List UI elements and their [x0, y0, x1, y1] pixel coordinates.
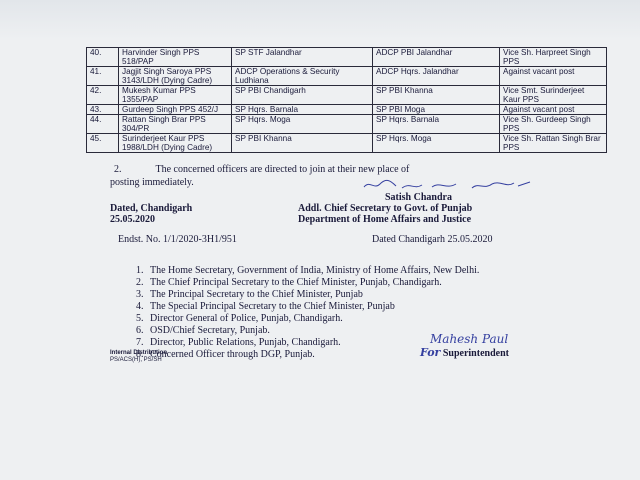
present-posting-cell: SP STF Jalandhar [232, 48, 373, 67]
signatory-name: Satish Chandra [385, 192, 452, 203]
remarks-cell: Vice Smt. Surinderjeet Kaur PPS [500, 86, 607, 105]
acs-signature-icon [362, 178, 534, 192]
serial-no-cell: 41. [87, 67, 119, 86]
serial-no-cell: 45. [87, 134, 119, 153]
page-fold-shadow [0, 0, 640, 40]
distribution-item: 1. The Home Secretary, Government of India, Ministry of Home Affairs, New Delhi. [146, 265, 566, 277]
order-date: 25.05.2020 [110, 214, 155, 225]
endorsement-date: Dated Chandigarh 25.05.2020 [372, 234, 493, 245]
internal-distribution-title: Internal Distribution [110, 350, 167, 356]
para-2-line-2: posting immediately. [110, 177, 194, 188]
distribution-item: 3. The Principal Secretary to the Chief Minister, Punjab [146, 289, 566, 301]
new-posting-cell: ADCP PBI Jalandhar [373, 48, 500, 67]
para-2 [100, 164, 409, 175]
para-2-line-1: The concerned officers are directed to join at their new place of [155, 164, 410, 175]
serial-no-cell: 44. [87, 115, 119, 134]
distribution-item: 7. Director, Public Relations, Punjab, Chandigarh. [146, 337, 566, 349]
for-prefix: For [420, 346, 441, 359]
new-posting-cell: SP PBI Khanna [373, 86, 500, 105]
para-2-number: 2. [114, 164, 122, 175]
table-row [87, 115, 607, 134]
endorsement-number: Endst. No. 1/1/2020-3H1/951 [118, 234, 237, 245]
table-row [87, 134, 607, 153]
serial-no-cell: 43. [87, 105, 119, 115]
posting-table [86, 47, 607, 153]
dated-chandigarh: Dated, Chandigarh [110, 203, 193, 214]
signatory-department: Department of Home Affairs and Justice [298, 214, 472, 225]
remarks-cell: Against vacant post [500, 67, 607, 86]
signatory-title: Addl. Chief Secretary to Govt. of Punjab [298, 203, 473, 214]
officer-name-cell: Harvinder Singh PPS 518/PAP [119, 48, 232, 67]
table-row [87, 67, 607, 86]
serial-no-cell: 42. [87, 86, 119, 105]
officer-name-cell: Gurdeep Singh PPS 452/J [119, 105, 232, 115]
table-row [87, 86, 607, 105]
remarks-cell: Vice Sh. Gurdeep Singh PPS [500, 115, 607, 134]
distribution-item: 2. The Chief Principal Secretary to the Chief Minister, Punjab, Chandigarh. [146, 277, 566, 289]
new-posting-cell: SP PBI Moga [373, 105, 500, 115]
present-posting-cell: SP PBI Chandigarh [232, 86, 373, 105]
distribution-item: 4. The Special Principal Secretary to the Chief Minister, Punjab [146, 301, 566, 313]
distribution-item: 8. Concerned Officer through DGP, Punjab. [146, 349, 566, 361]
officer-name-cell: Jagjit Singh Saroya PPS 3143/LDH (Dying Cadre) [119, 67, 232, 86]
present-posting-cell: ADCP Operations & Security Ludhiana [232, 67, 373, 86]
present-posting-cell: SP Hqrs. Moga [232, 115, 373, 134]
superintendent-block [420, 346, 509, 359]
remarks-cell: Vice Sh. Rattan Singh Brar PPS [500, 134, 607, 153]
superintendent-signature: Mahesh Paul [430, 332, 509, 346]
officer-name-cell: Surinderjeet Kaur PPS 1988/LDH (Dying Cadre) [119, 134, 232, 153]
new-posting-cell: ADCP Hqrs. Jalandhar [373, 67, 500, 86]
new-posting-cell: SP Hqrs. Barnala [373, 115, 500, 134]
present-posting-cell: SP Hqrs. Barnala [232, 105, 373, 115]
table-row [87, 48, 607, 67]
officer-name-cell: Mukesh Kumar PPS 1355/PAP [119, 86, 232, 105]
distribution-item: 6. OSD/Chief Secretary, Punjab. [146, 325, 566, 337]
table-row [87, 105, 607, 115]
officer-name-cell: Rattan Singh Brar PPS 304/PR [119, 115, 232, 134]
remarks-cell: Against vacant post [500, 105, 607, 115]
remarks-cell: Vice Sh. Harpreet Singh PPS [500, 48, 607, 67]
present-posting-cell: SP PBI Khanna [232, 134, 373, 153]
new-posting-cell: SP Hqrs. Moga [373, 134, 500, 153]
internal-distribution-lines: PS/ACS(H), PS/SH [110, 357, 162, 363]
superintendent-label: Superintendent [442, 348, 509, 359]
distribution-item: 5. Director General of Police, Punjab, Chandigarh. [146, 313, 566, 325]
serial-no-cell: 40. [87, 48, 119, 67]
